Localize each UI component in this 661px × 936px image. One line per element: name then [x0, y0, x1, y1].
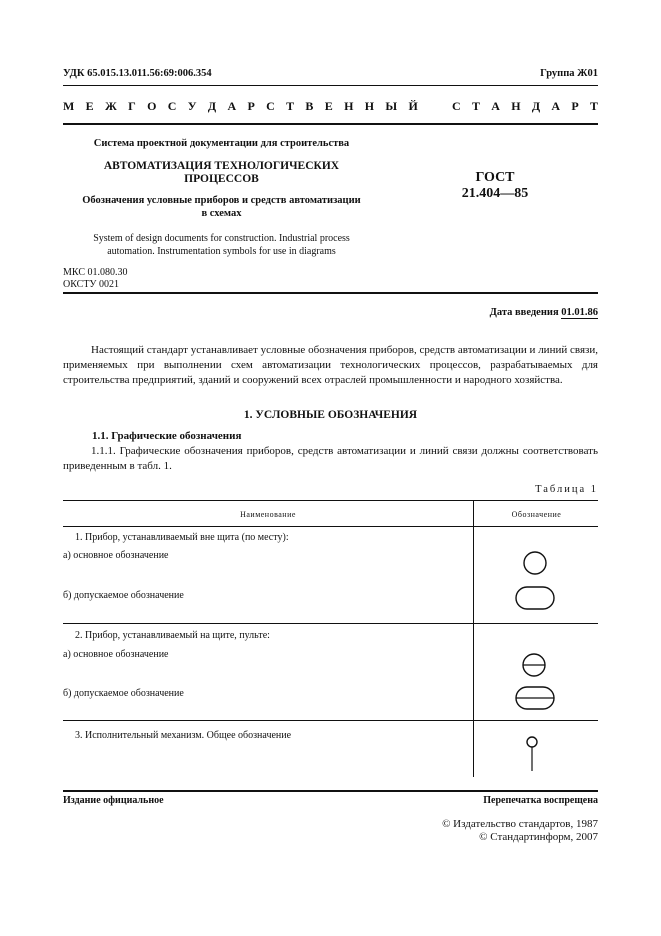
actuator-icon	[527, 737, 537, 747]
system-title: Система проектной документации для строительства	[93, 138, 350, 149]
clause-paragraph: 1.1.1. Графические обозначения приборов, средств автоматизации и линий связи должны соответствовать приведенным в табл. 1.	[63, 445, 598, 472]
table-row-3-title: 3. Исполнительный механизм. Общее обозначение	[75, 730, 292, 741]
row-1-symbols	[474, 527, 598, 623]
udk-code: УДК 65.015.13.011.56:69:006.354	[63, 68, 212, 79]
section-title: 1. УСЛОВНЫЕ ОБОЗНАЧЕНИЯ	[243, 409, 418, 421]
column-header-symbol: Обозначение	[511, 510, 562, 519]
table-row-1-option-b: б) допускаемое обозначение	[63, 590, 184, 601]
gost-designation: ГОСТ 21.404—85	[461, 170, 529, 201]
column-header-name: Наименование	[240, 510, 296, 519]
group-code: Группа Ж01	[540, 68, 598, 79]
header-rule	[63, 85, 598, 86]
table-row-2-title: 2. Прибор, устанавливаемый на щите, пульте:	[75, 630, 270, 641]
row-3-symbols	[474, 721, 598, 777]
row-2-symbols	[474, 624, 598, 720]
titleblock-rule	[63, 292, 598, 294]
english-title: System of design documents for construction. Industrial process automation. Instrumentation symbols for use in diagrams	[93, 233, 350, 257]
subsection-title: 1.1. Графические обозначения	[92, 430, 242, 442]
classification-codes: МКС 01.080.30 ОКСТУ 0021	[63, 267, 128, 290]
footer-rule	[63, 790, 598, 792]
table-caption: Таблица 1	[535, 484, 598, 495]
heading-word-1: М Е Ж Г О С У Д А Р С Т В Е Н Н Ы Й	[63, 99, 418, 113]
copyright-1987: © Издательство стандартов, 1987	[442, 818, 598, 830]
intro-paragraph: Настоящий стандарт устанавливает условные обозначения приборов, средств автоматизации и линий связи, применяемых при выполнении схем автоматизации технологических процессов, разрабатываемых для строительства предприятий, зданий и сооружений всех отраслей промышленности и народного хозяйства.	[63, 344, 598, 386]
table-top-rule	[63, 500, 598, 501]
effective-date: Дата введения 01.01.86	[489, 307, 598, 318]
reprint-prohibited: Перепечатка воспрещена	[483, 795, 598, 806]
document-title: АВТОМАТИЗАЦИЯ ТЕХНОЛОГИЧЕСКИХ ПРОЦЕССОВ	[103, 160, 340, 185]
heading-word-2: С Т А Н Д А Р Т	[452, 99, 598, 113]
interstate-standard-heading	[63, 99, 598, 114]
heading-rule	[63, 123, 598, 125]
table-row-2-option-b: б) допускаемое обозначение	[63, 688, 184, 699]
table-row-2-option-a: а) основное обозначение	[63, 649, 169, 660]
copyright-2007: © Стандартинформ, 2007	[479, 831, 598, 843]
table-row-1-option-a: а) основное обозначение	[63, 550, 169, 561]
field-instrument-oval-icon	[516, 587, 554, 609]
table-row-1-title: 1. Прибор, устанавливаемый вне щита (по месту):	[75, 532, 289, 543]
field-instrument-circle-icon	[524, 552, 546, 574]
document-subtitle: Обозначения условные приборов и средств автоматизации в схемах	[82, 195, 361, 219]
official-edition: Издание официальное	[63, 795, 164, 806]
